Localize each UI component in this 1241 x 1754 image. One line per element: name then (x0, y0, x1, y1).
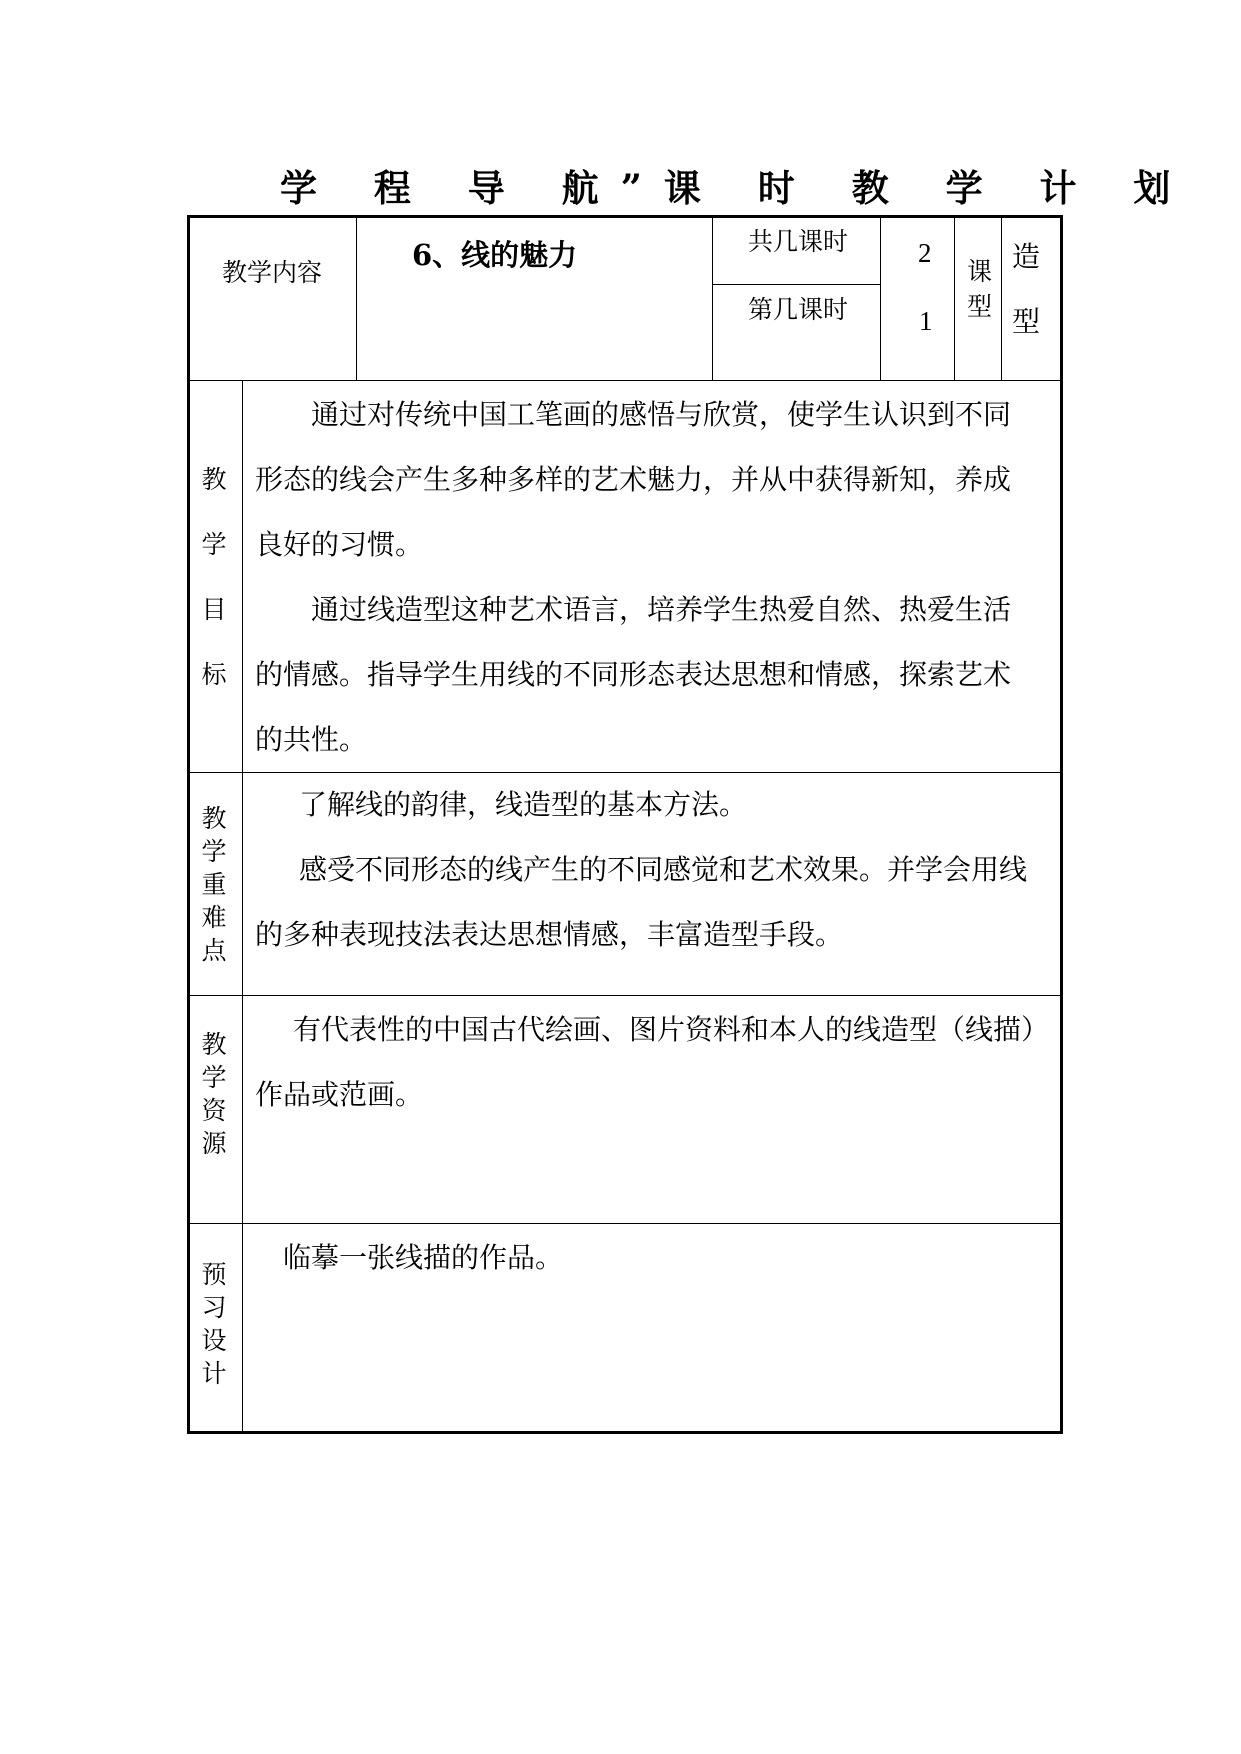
text-line: 了解线的韵律，线造型的基本方法。 (299, 788, 748, 821)
label-char: 设 (201, 1326, 227, 1355)
text-line: 临摹一张线描的作品。 (283, 1241, 564, 1274)
current-hour-label: 第几课时 (748, 295, 849, 324)
text-line: 的共性。 (255, 723, 368, 756)
type-value-char: 造 (1012, 240, 1041, 273)
preview-text (255, 1225, 563, 1290)
type-label-char: 型 (967, 292, 993, 321)
total-hours-value: 2 (918, 238, 932, 268)
divider (712, 215, 713, 380)
text-line: 的多种表现技法表达思想情感，丰富造型手段。 (255, 918, 844, 951)
divider (1001, 215, 1002, 380)
divider (187, 1223, 1063, 1224)
divider (880, 215, 881, 380)
text-line: 良好的习惯。 (255, 528, 424, 561)
text-line: 形态的线会产生多种多样的艺术魅力，并从中获得新知，养成 (255, 463, 1012, 496)
page-title: 学 程 导 航”课 时 教 学 计 划 (280, 166, 1193, 210)
type-value-char: 型 (1012, 305, 1041, 338)
label-char: 点 (201, 936, 227, 965)
divider (954, 215, 955, 380)
label-char: 标 (201, 660, 227, 689)
text-line: 通过线造型这种艺术语言，培养学生热爱自然、热爱生活 (311, 593, 1012, 626)
objectives-label (197, 447, 231, 707)
label-char: 计 (201, 1359, 227, 1388)
label-char: 学 (201, 530, 227, 559)
text-line: 感受不同形态的线产生的不同感觉和艺术效果。并学会用线 (299, 853, 1028, 886)
divider (187, 995, 1063, 996)
label-char: 资 (201, 1096, 227, 1125)
content-label: 教学内容 (222, 258, 323, 287)
label-char: 预 (201, 1260, 227, 1289)
resources-label (197, 1028, 231, 1160)
preview-label (197, 1258, 231, 1390)
divider (712, 284, 880, 285)
label-char: 重 (201, 870, 227, 899)
resources-text (255, 997, 1055, 1127)
label-char: 学 (201, 1063, 227, 1092)
divider (187, 380, 1063, 381)
label-char: 源 (201, 1129, 227, 1158)
key-points-label (197, 802, 231, 967)
divider (356, 215, 357, 380)
label-char: 教 (201, 1030, 227, 1059)
current-hour-value: 1 (919, 306, 933, 336)
divider (242, 380, 243, 1432)
key-points-text (255, 772, 1027, 967)
label-char: 教 (201, 804, 227, 833)
text-line: 有代表性的中国古代绘画、图片资料和本人的线造型（线描） (293, 1013, 1050, 1046)
label-char: 难 (201, 903, 227, 932)
text-line: 的情感。指导学生用线的不同形态表达思想和情感，探索艺术 (255, 658, 1012, 691)
label-char: 习 (201, 1293, 227, 1322)
label-char: 目 (201, 595, 227, 624)
label-char: 学 (201, 837, 227, 866)
type-label-char: 课 (967, 257, 993, 286)
text-line: 通过对传统中国工笔画的感悟与欣赏，使学生认识到不同 (311, 398, 1012, 431)
total-hours-label: 共几课时 (748, 227, 849, 256)
content-value: 6、线的魅力 (412, 238, 578, 272)
label-char: 教 (201, 465, 227, 494)
objectives-text (255, 382, 1011, 772)
text-line: 作品或范画。 (255, 1078, 424, 1111)
